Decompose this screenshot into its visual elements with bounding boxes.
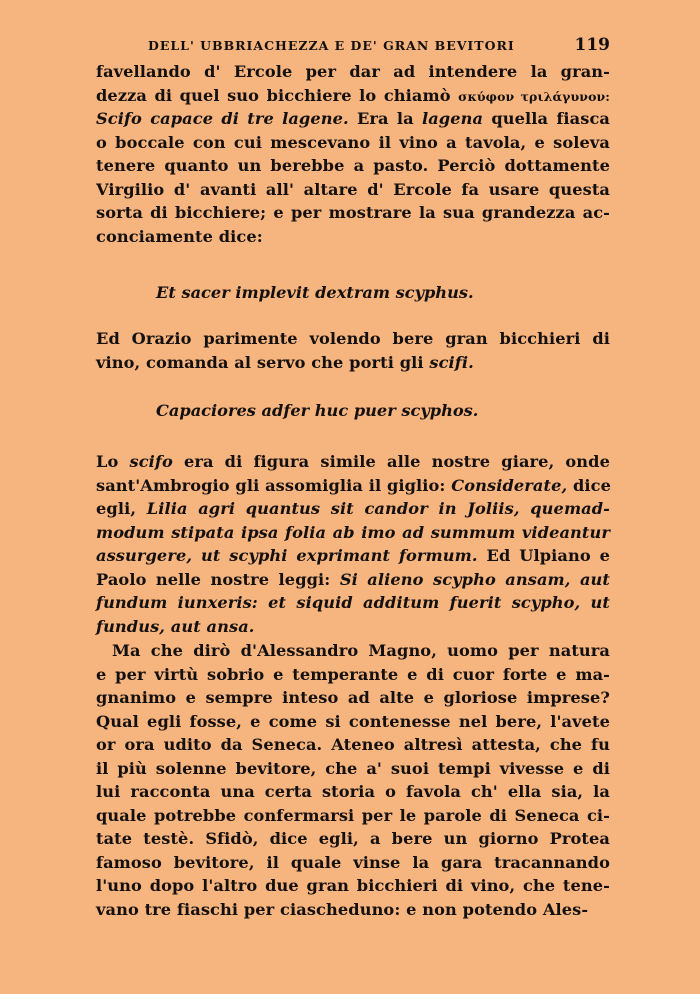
text-line: [96, 780, 610, 804]
text-line: [96, 351, 610, 375]
text-run: e per virtù sobrio e temperante e di cuor forte e ma-: [96, 664, 610, 684]
text-line: [96, 898, 610, 922]
text-line: [96, 568, 610, 592]
italic-run: Si alieno scypho ansam, aut: [339, 569, 610, 589]
text-line: [96, 827, 610, 851]
text-run: dezza di quel suo bicchiere lo chiamò: [96, 85, 459, 105]
text-line: [96, 639, 610, 663]
text-run: o boccale con cui mescevano il vino a tavola, e soleva: [96, 132, 610, 152]
text-run: dice: [567, 475, 611, 495]
text-run: quella fiasca: [483, 109, 611, 128]
text-run: Era la: [348, 109, 422, 128]
text-line: [96, 327, 610, 351]
italic-run: Considerate,: [451, 475, 568, 495]
text-line: [96, 804, 610, 828]
text-line: [96, 757, 610, 781]
text-run: Ed Orazio parimente volendo bere gran bicchieri di: [96, 329, 610, 348]
page-number: 119: [574, 35, 610, 55]
text-run: sant'Ambrogio gli assomiglia il giglio:: [96, 475, 452, 495]
paragraph-3: [96, 450, 610, 638]
italic-run: fundus, aut ansa.: [96, 616, 255, 636]
text-run: lui racconta una certa storia o favola ch' ella sia, la: [96, 782, 610, 801]
text-line: [96, 710, 610, 734]
text-line: [96, 178, 610, 202]
text-run: il più solenne bevitore, che a' suoi tempi vivesse e di: [96, 758, 610, 778]
text-run: famoso bevitore, il quale vinse la gara tracannando: [96, 852, 610, 872]
text-line: [96, 497, 610, 521]
italic-run: scifo: [129, 452, 173, 471]
text-run: l'uno dopo l'altro due gran bicchieri di vino, che tene-: [96, 876, 610, 895]
text-line: [96, 60, 610, 84]
italic-run: assurgere, ut scyphi exprimant formum.: [96, 546, 478, 565]
text-line: [96, 591, 610, 615]
text-run: tenere quanto un berebbe a pasto. Perciò dottamente: [96, 156, 610, 175]
text-line: [96, 450, 610, 474]
text-line: [96, 201, 610, 225]
paragraph-4: [96, 639, 610, 921]
text-line: [96, 474, 610, 498]
latin-quote-horace: Capaciores adfer huc puer scyphos.: [156, 401, 479, 420]
text-run: Virgilio d' avanti all' altare d' Ercole fa usare questa: [96, 179, 610, 199]
text-run: or ora udito da Seneca. Ateneo altresì attesta, che fu: [96, 735, 610, 754]
text-run: quale potrebbe confermarsi per le parole di Seneca ci-: [96, 805, 610, 825]
italic-run: fundum iunxeris: et siquid additum fuerit scypho, ut: [96, 593, 610, 612]
text-line: [96, 225, 610, 249]
text-run: tate testè. Sfidò, dice egli, a bere un giorno Protea: [96, 829, 610, 848]
text-run: Ed Ulpiano e: [477, 546, 610, 565]
text-run: Ma che dirò d'Alessandro Magno, uomo per natura: [112, 641, 610, 660]
running-title: DELL' UBBRIACHEZZA E DE' GRAN BEVITORI: [148, 38, 515, 53]
text-run: sorta di bicchiere; e per mostrare la sua grandezza ac-: [96, 203, 610, 222]
text-line: [96, 84, 610, 108]
latin-quote-virgil: Et sacer implevit dextram scyphus.: [156, 283, 474, 302]
page-header: [96, 36, 612, 58]
text-run: egli,: [96, 499, 147, 518]
text-line: [96, 107, 610, 131]
text-line: [96, 131, 610, 155]
text-run: Lo: [96, 452, 130, 471]
text-line: [96, 686, 610, 710]
text-run: vano tre fiaschi per ciascheduno: e non potendo Ales-: [96, 899, 589, 919]
italic-run: Lilia agri quantus sit candor in Joliis, quemad-: [146, 499, 610, 518]
italic-run: lagena: [421, 109, 484, 128]
text-line: [96, 874, 610, 898]
italic-run: Scifo capace di tre lagene.: [96, 109, 349, 128]
text-run: Qual egli fosse, e come si contenesse nel bere, l'avete: [96, 711, 610, 731]
text-line: [96, 615, 610, 639]
greek-run: σκύφον τριλάγυνον:: [458, 88, 610, 104]
text-run: era di figura simile alle nostre giare, onde: [172, 452, 610, 471]
text-line: [96, 154, 610, 178]
italic-run: scifi.: [429, 352, 474, 372]
italic-run: modum stipata ipsa folia ab imo ad summum videantur: [96, 522, 610, 542]
text-run: favellando d' Ercole per dar ad intendere la gran-: [96, 62, 610, 81]
text-run: vino, comanda al servo che porti gli: [96, 352, 430, 372]
paragraph-2: [96, 327, 610, 374]
text-run: Paolo nelle nostre leggi:: [96, 569, 340, 589]
paragraph-1: [96, 60, 610, 248]
text-run: gnanimo e sempre inteso ad alte e gloriose imprese?: [96, 688, 610, 707]
text-line: [96, 521, 610, 545]
text-line: [96, 544, 610, 568]
text-run: conciamente dice:: [96, 226, 263, 246]
text-line: [96, 733, 610, 757]
text-line: [96, 851, 610, 875]
text-line: [96, 663, 610, 687]
